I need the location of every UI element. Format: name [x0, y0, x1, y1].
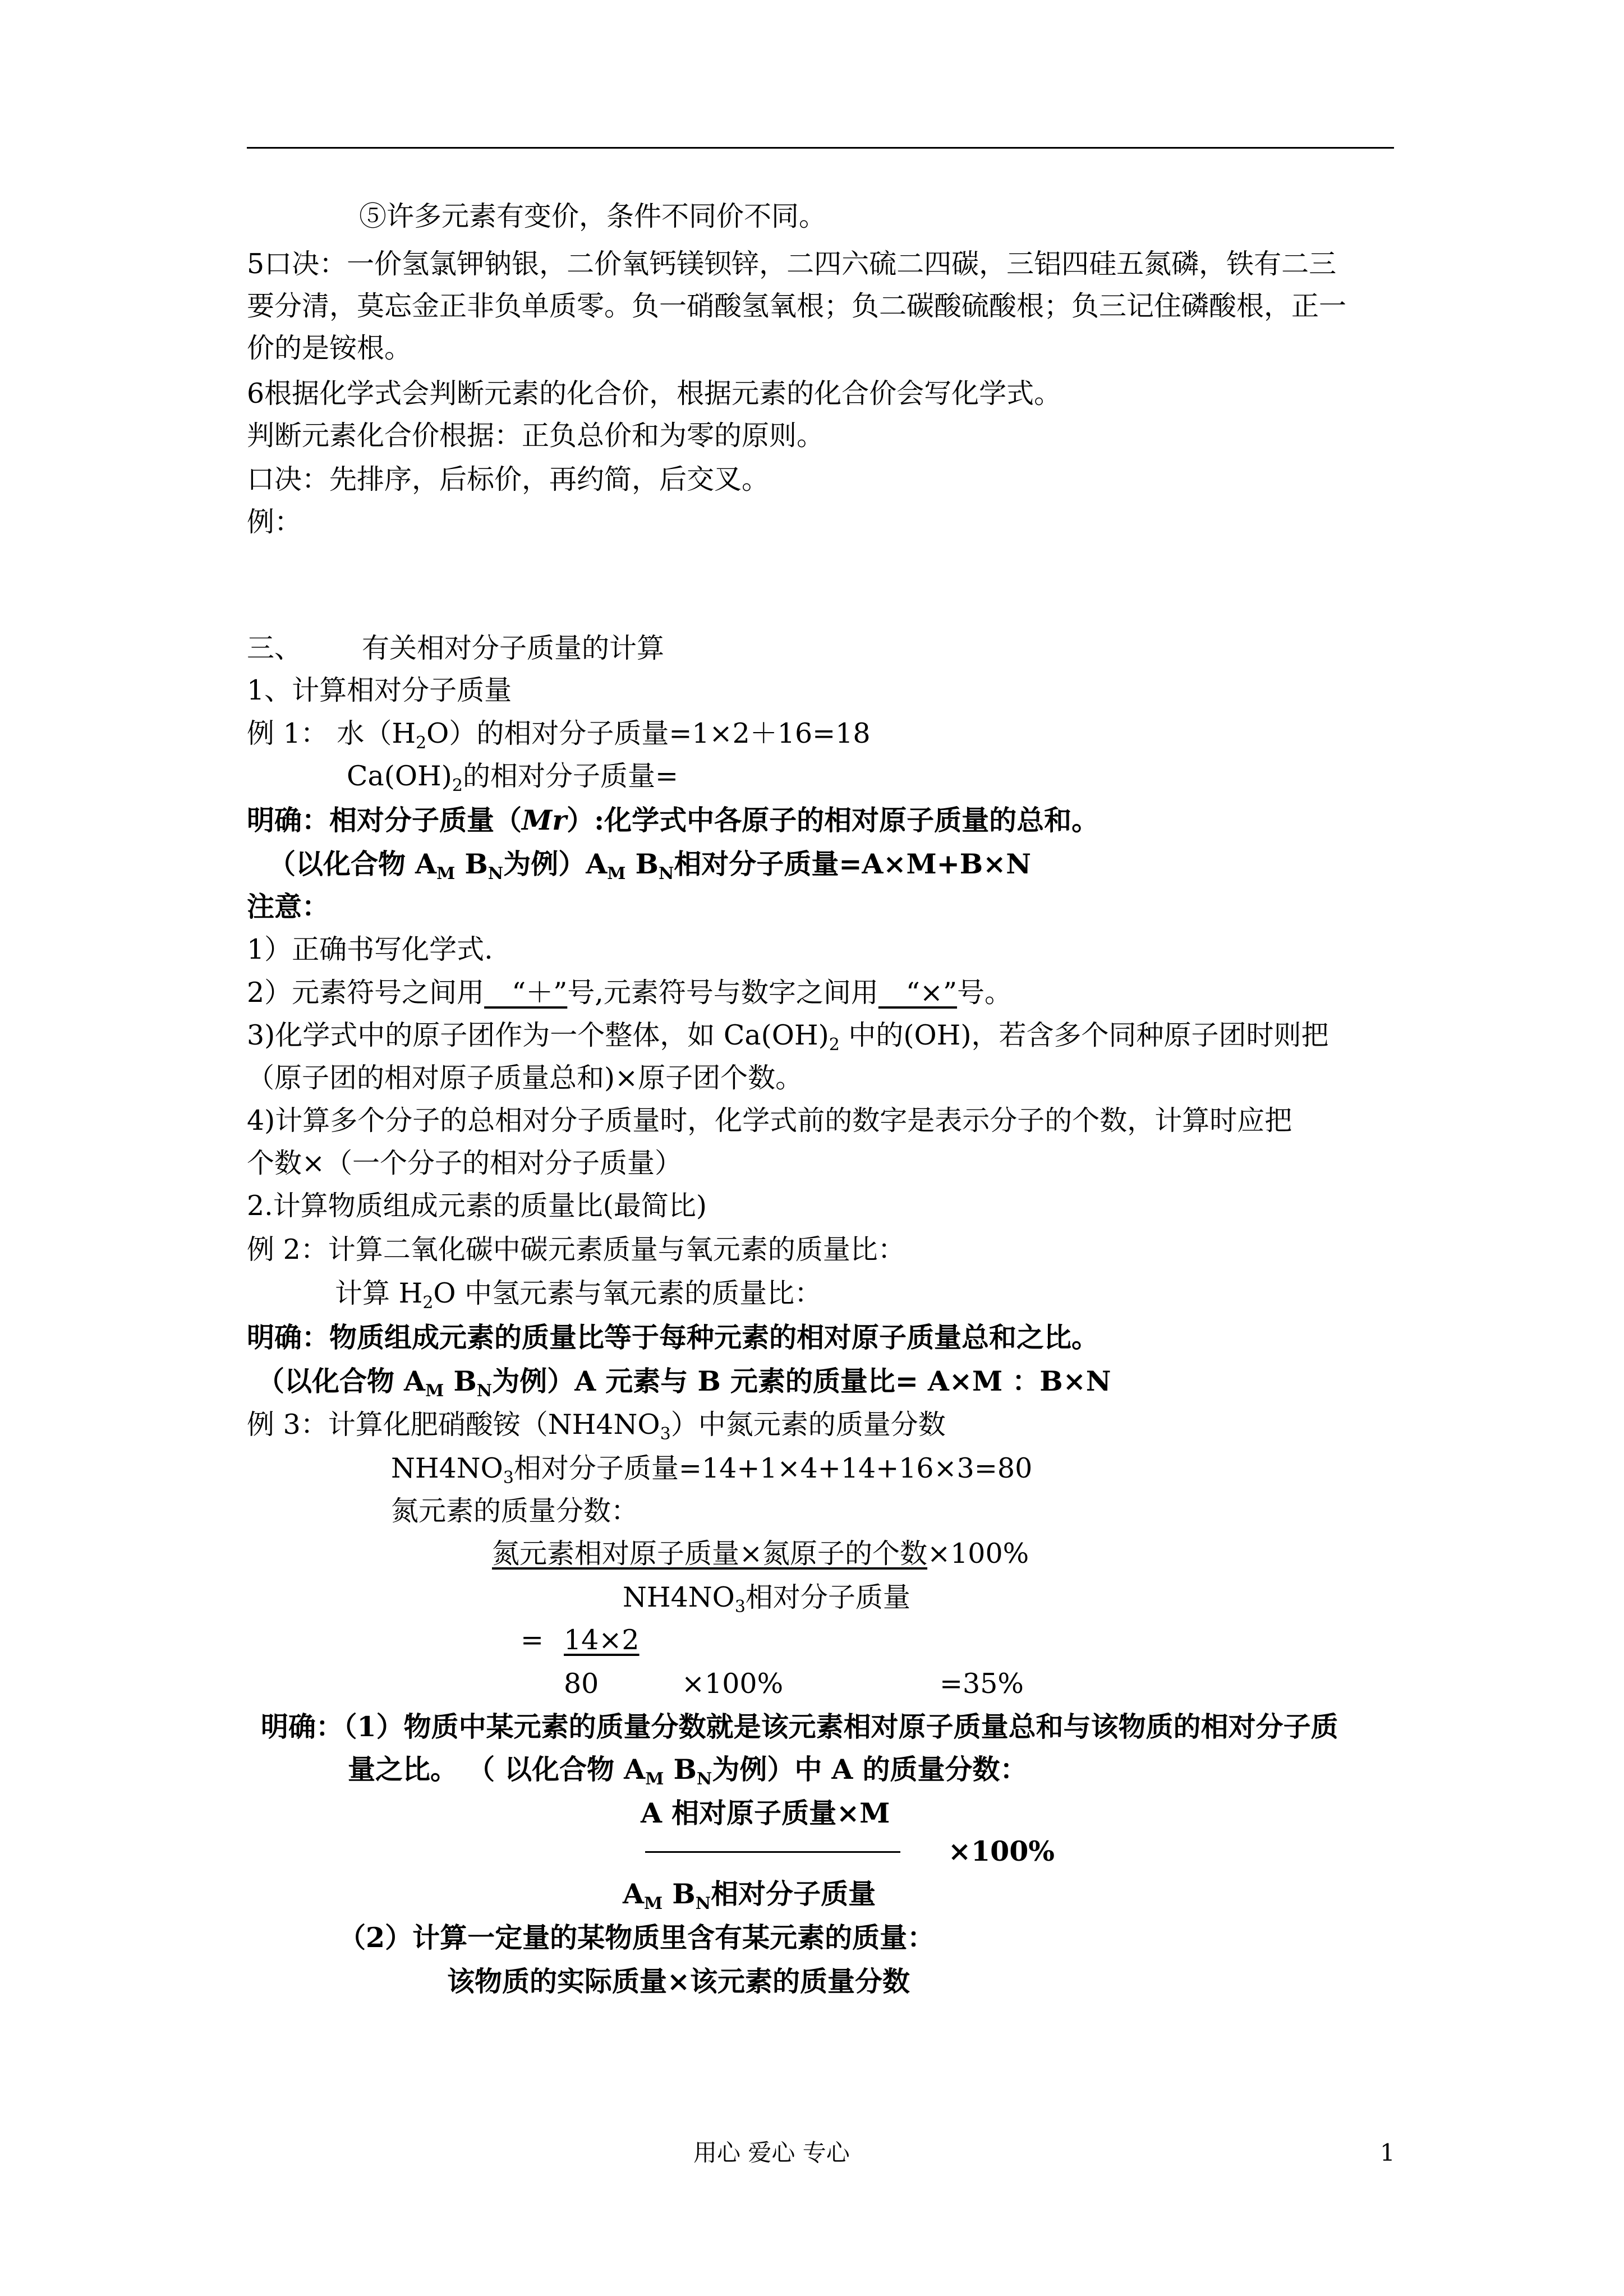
definition-line: 明确：相对分子质量（Mr）:化学式中各原子的相对原子质量的总和。: [247, 804, 1099, 836]
page-footer: 用心 爱心 专心: [693, 2139, 850, 2166]
fraction-multiplier: ×100%: [682, 1668, 784, 1700]
text-line: 2.计算物质组成元素的质量比(最简比): [247, 1190, 707, 1222]
fraction-denominator: $A_M$ $B_N$相对分子质量: [623, 1878, 876, 1913]
definition-line: 明确：（1）物质中某元素的质量分数就是该元素相对原子质量总和与该物质的相对分子质: [261, 1710, 1338, 1743]
fraction-numerator: 氮元素相对原子质量×氮原子的个数×100%: [492, 1538, 1029, 1570]
text-line: 要分清，莫忘金正非负单质零。负一硝酸氢氧根；负二碳酸硫酸根；负三记住磷酸根，正一: [247, 290, 1347, 322]
text-line: （原子团的相对原子质量总和)×原子团个数。: [247, 1062, 803, 1094]
section-title: 有关相对分子质量的计算: [362, 632, 665, 664]
text-line: ⑤许多元素有变价，条件不同价不同。: [359, 200, 827, 232]
example-line: 例 3：计算化肥硝酸铵$(NH4NO_3)$中氮元素的质量分数: [247, 1409, 946, 1444]
page-number: 1: [1380, 2139, 1395, 2166]
section-number: 三、: [247, 632, 302, 664]
text-line: 5口决：一价氢氯钾钠银，二价氧钙镁钡锌，二四六硫二四碳，三铝四硅五氮磷，铁有二三: [247, 248, 1337, 280]
fraction-denominator: 80: [564, 1668, 599, 1700]
fraction-numerator: 14×2: [564, 1624, 640, 1656]
definition-line: 量之比。 （ 以化合物 $A_M$ $B_N$为例）中 A 的质量分数：: [348, 1753, 1028, 1789]
example-line: $Ca(OH)_2$的相对分子质量=: [347, 760, 678, 795]
note-heading: 注意：: [247, 890, 330, 923]
text-line: 价的是铵根。: [247, 332, 412, 364]
fraction-equals: =: [521, 1624, 544, 1656]
text-line: 1、计算相对分子质量: [247, 674, 512, 706]
example-line: 例 1： 水$(H_2O)$的相对分子质量=1×2＋16=18: [247, 717, 871, 753]
text-line: 判断元素化合价根据：正负总价和为零的原则。: [247, 420, 825, 452]
example-line: 例 2：计算二氧化碳中碳元素质量与氧元素的质量比：: [247, 1234, 905, 1266]
definition-line: 该物质的实际质量×该元素的质量分数: [447, 1965, 910, 1998]
example-line: $NH4NO_3$相对分子质量=14+1×4+14+16×3=80: [391, 1452, 1033, 1488]
definition-line: 明确：物质组成元素的质量比等于每种元素的相对原子质量总和之比。: [247, 1321, 1099, 1354]
text-line: 个数×（一个分子的相对分子质量）: [247, 1147, 683, 1179]
text-line: 1）正确书写化学式.: [247, 933, 493, 965]
example-line: 计算 $H_2O$ 中氢元素与氧元素的质量比：: [335, 1277, 822, 1313]
text-line: 例：: [247, 506, 302, 538]
formula-line: （以化合物 $A_M$ $B_N$为例）A 元素与 B 元素的质量比= A×M ：B×N: [257, 1365, 1111, 1401]
fraction-denominator: $NH4NO_3$相对分子质量: [623, 1581, 910, 1617]
fraction-numerator: A 相对原子质量×M: [641, 1797, 890, 1829]
fraction-bar: [645, 1851, 900, 1853]
text-line: 4)计算多个分子的总相对分子质量时，化学式前的数字是表示分子的个数，计算时应把: [247, 1105, 1292, 1137]
header-rule: [247, 147, 1394, 149]
text-line: 口决：先排序，后标价，再约简，后交叉。: [247, 463, 770, 495]
fraction-result: =35%: [940, 1668, 1024, 1700]
formula-line: （以化合物 $A_M$ $B_N$为例）$A_M$ $B_N$相对分子质量=A×M+B×N: [268, 848, 1032, 884]
fraction-multiplier: ×100%: [948, 1835, 1055, 1867]
definition-line: （2）计算一定量的某物质里含有某元素的质量：: [338, 1921, 935, 1954]
text-line: 2）元素符号之间用__“＋”号,元素符号与数字之间用__“×”号。: [247, 977, 1013, 1009]
text-line: 6根据化学式会判断元素的化合价，根据元素的化合价会写化学式。: [247, 378, 1062, 409]
text-line: 3)化学式中的原子团作为一个整体，如 $Ca(OH)_2$ 中的(OH)，若含多个同种原子团时则把: [247, 1019, 1329, 1055]
example-line: 氮元素的质量分数：: [391, 1495, 639, 1527]
